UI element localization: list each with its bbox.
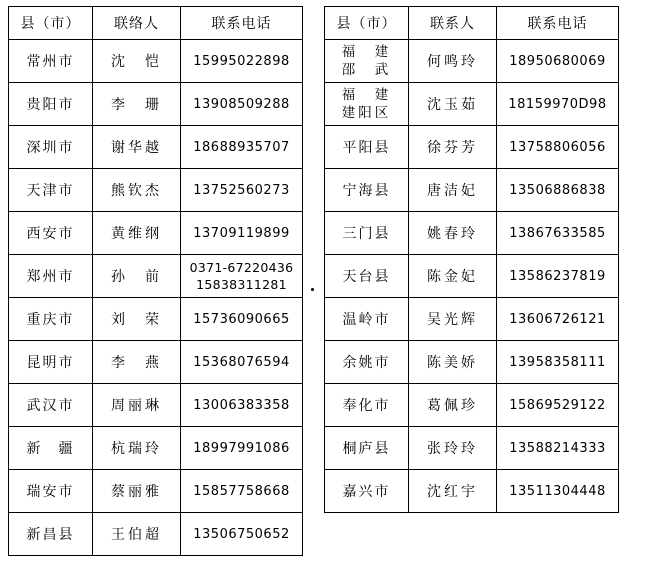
cell-contact: 蔡丽雅 (93, 470, 181, 513)
header-contact: 联络人 (93, 7, 181, 40)
cell-phone: 13511304448 (497, 470, 619, 513)
cell-contact: 黄维纲 (93, 212, 181, 255)
cell-contact: 沈 恺 (93, 40, 181, 83)
cell-phone: 18950680069 (497, 40, 619, 83)
table-row (9, 470, 303, 513)
table-row (9, 384, 303, 427)
cell-region: 贵阳市 (9, 83, 93, 126)
table-row (325, 470, 619, 513)
cell-contact: 王伯超 (93, 513, 181, 556)
cell-phone (181, 255, 303, 298)
cell-phone: 13586237819 (497, 255, 619, 298)
page-marker-dot (311, 288, 314, 291)
cell-region: 瑞安市 (9, 470, 93, 513)
table-row (9, 513, 303, 556)
header-region: 县（市） (325, 7, 409, 40)
table-row (325, 126, 619, 169)
table-row (325, 427, 619, 470)
cell-phone: 13867633585 (497, 212, 619, 255)
cell-contact: 沈玉茹 (409, 83, 497, 126)
table-row (325, 83, 619, 126)
table-row (325, 169, 619, 212)
cell-phone: 13006383358 (181, 384, 303, 427)
cell-contact: 李 珊 (93, 83, 181, 126)
cell-phone: 13588214333 (497, 427, 619, 470)
table-row (9, 83, 303, 126)
cell-region: 宁海县 (325, 169, 409, 212)
cell-contact: 唐洁妃 (409, 169, 497, 212)
right-contact-table (324, 6, 619, 513)
cell-contact: 吴光辉 (409, 298, 497, 341)
cell-contact: 谢华越 (93, 126, 181, 169)
header-contact: 联系人 (409, 7, 497, 40)
cell-region: 新昌县 (9, 513, 93, 556)
cell-phone: 13506750652 (181, 513, 303, 556)
table-row (325, 384, 619, 427)
table-row (9, 126, 303, 169)
cell-region: 郑州市 (9, 255, 93, 298)
cell-phone: 13758806056 (497, 126, 619, 169)
cell-contact: 刘 荣 (93, 298, 181, 341)
table-header-row (9, 7, 303, 40)
cell-phone-line2: 15838311281 (196, 277, 287, 292)
cell-contact: 陈美娇 (409, 341, 497, 384)
cell-region: 温岭市 (325, 298, 409, 341)
cell-phone: 13958358111 (497, 341, 619, 384)
cell-contact: 陈金妃 (409, 255, 497, 298)
cell-region: 天台县 (325, 255, 409, 298)
cell-phone: 13709119899 (181, 212, 303, 255)
cell-region: 昆明市 (9, 341, 93, 384)
table-row (9, 255, 303, 298)
cell-region: 嘉兴市 (325, 470, 409, 513)
cell-phone: 13506886838 (497, 169, 619, 212)
cell-phone: 13606726121 (497, 298, 619, 341)
cell-phone: 15736090665 (181, 298, 303, 341)
cell-region-line1: 福 建 (341, 87, 392, 103)
table-row (325, 212, 619, 255)
cell-region-line2: 邵 武 (341, 62, 392, 78)
cell-region (325, 40, 409, 83)
cell-contact: 熊钦杰 (93, 169, 181, 212)
cell-phone: 18159970D98 (497, 83, 619, 126)
cell-contact: 周丽琳 (93, 384, 181, 427)
cell-contact: 徐芬芳 (409, 126, 497, 169)
cell-region: 桐庐县 (325, 427, 409, 470)
cell-region: 西安市 (9, 212, 93, 255)
cell-region: 新 疆 (9, 427, 93, 470)
cell-contact: 姚春玲 (409, 212, 497, 255)
cell-region: 天津市 (9, 169, 93, 212)
cell-region: 平阳县 (325, 126, 409, 169)
table-row (325, 40, 619, 83)
header-phone: 联系电话 (181, 7, 303, 40)
cell-contact: 李 燕 (93, 341, 181, 384)
table-row (325, 298, 619, 341)
table-row (9, 298, 303, 341)
cell-contact: 杭瑞玲 (93, 427, 181, 470)
cell-phone: 18688935707 (181, 126, 303, 169)
cell-phone: 13752560273 (181, 169, 303, 212)
header-phone: 联系电话 (497, 7, 619, 40)
cell-phone-line1: 0371-67220436 (189, 260, 294, 275)
cell-region: 奉化市 (325, 384, 409, 427)
cell-phone: 13908509288 (181, 83, 303, 126)
cell-phone: 15869529122 (497, 384, 619, 427)
cell-contact: 葛佩珍 (409, 384, 497, 427)
cell-region: 常州市 (9, 40, 93, 83)
table-row (9, 40, 303, 83)
table-row (325, 255, 619, 298)
cell-phone: 15995022898 (181, 40, 303, 83)
cell-region: 武汉市 (9, 384, 93, 427)
table-row (9, 427, 303, 470)
cell-phone: 15857758668 (181, 470, 303, 513)
cell-region-line1: 福 建 (341, 44, 392, 60)
cell-contact: 何鸣玲 (409, 40, 497, 83)
cell-phone: 15368076594 (181, 341, 303, 384)
table-header-row (325, 7, 619, 40)
cell-region: 深圳市 (9, 126, 93, 169)
cell-contact: 张玲玲 (409, 427, 497, 470)
cell-phone: 18997991086 (181, 427, 303, 470)
cell-region-line2: 建阳区 (341, 105, 392, 121)
cell-region (325, 83, 409, 126)
cell-contact: 孙 前 (93, 255, 181, 298)
cell-region: 重庆市 (9, 298, 93, 341)
table-row (9, 341, 303, 384)
table-row (325, 341, 619, 384)
table-row (9, 169, 303, 212)
table-row (9, 212, 303, 255)
cell-region: 余姚市 (325, 341, 409, 384)
left-contact-table (8, 6, 303, 556)
cell-contact: 沈红宇 (409, 470, 497, 513)
header-region: 县（市） (9, 7, 93, 40)
cell-region: 三门县 (325, 212, 409, 255)
